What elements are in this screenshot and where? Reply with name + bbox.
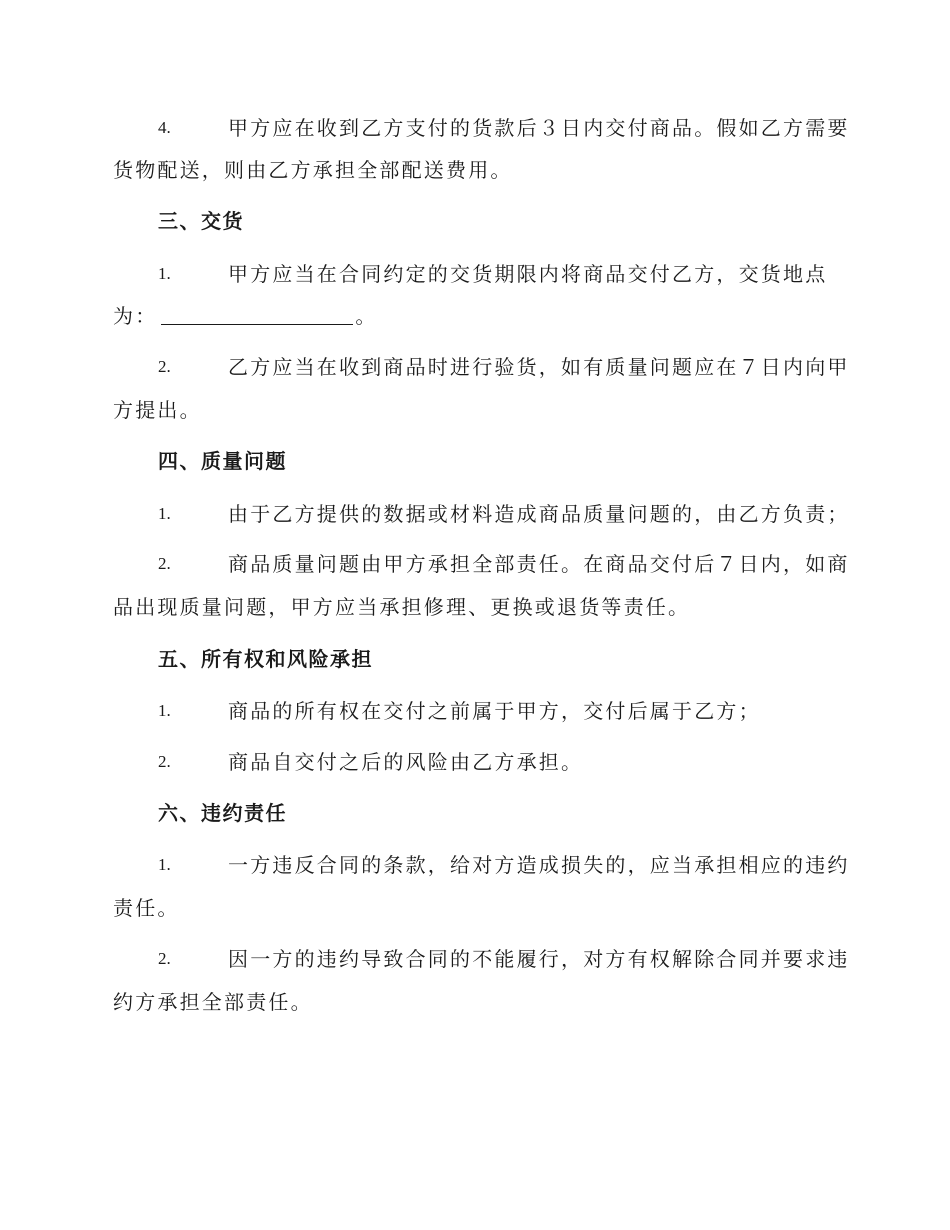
paragraph-text: 商品自交付之后的风险由乙方承担。	[228, 750, 584, 774]
paragraph-text: 乙方应当在收到商品时进行验货，如有质量问题应在７日内向甲	[228, 355, 850, 379]
section-heading: 六、违约责任	[158, 801, 287, 825]
address-blank-line	[161, 304, 353, 325]
paragraph-text: 品出现质量问题，甲方应当承担修理、更换或退货等责任。	[113, 595, 691, 619]
section-heading: 三、交货	[158, 209, 244, 233]
paragraph-text: 甲方应当在合同约定的交货期限内将商品交付乙方，交货地点	[228, 262, 828, 286]
period-mark: 。	[355, 304, 378, 328]
paragraph-text: 甲方应在收到乙方支付的货款后３日内交付商品。假如乙方需要	[228, 116, 850, 140]
paragraph-text: 方提出。	[113, 398, 202, 422]
section-heading: 五、所有权和风险承担	[158, 647, 373, 671]
paragraph-text: 商品的所有权在交付之前属于甲方，交付后属于乙方；	[228, 699, 761, 723]
section-heading: 四、质量问题	[158, 449, 287, 473]
paragraph-text: 商品质量问题由甲方承担全部责任。在商品交付后７日内，如商	[228, 552, 850, 576]
address-label: 为：	[113, 304, 158, 328]
paragraph-text: 约方承担全部责任。	[113, 990, 313, 1014]
paragraph-text: 责任。	[113, 896, 180, 920]
item-number: 2.	[158, 752, 171, 771]
item-number: 2.	[158, 357, 171, 376]
item-number: 1.	[158, 855, 171, 874]
item-number: 1.	[158, 701, 171, 720]
item-number: 1.	[158, 264, 171, 283]
item-number: 4.	[158, 118, 171, 137]
item-number: 2.	[158, 554, 171, 573]
paragraph-text: 由于乙方提供的数据或材料造成商品质量问题的，由乙方负责；	[228, 502, 850, 526]
paragraph-text: 一方违反合同的条款，给对方造成损失的，应当承担相应的违约	[228, 853, 850, 877]
paragraph-text: 货物配送，则由乙方承担全部配送费用。	[113, 158, 513, 182]
paragraph-text: 因一方的违约导致合同的不能履行，对方有权解除合同并要求违	[228, 947, 850, 971]
item-number: 1.	[158, 504, 171, 523]
paragraph-text	[113, 302, 378, 330]
item-number: 2.	[158, 949, 171, 968]
